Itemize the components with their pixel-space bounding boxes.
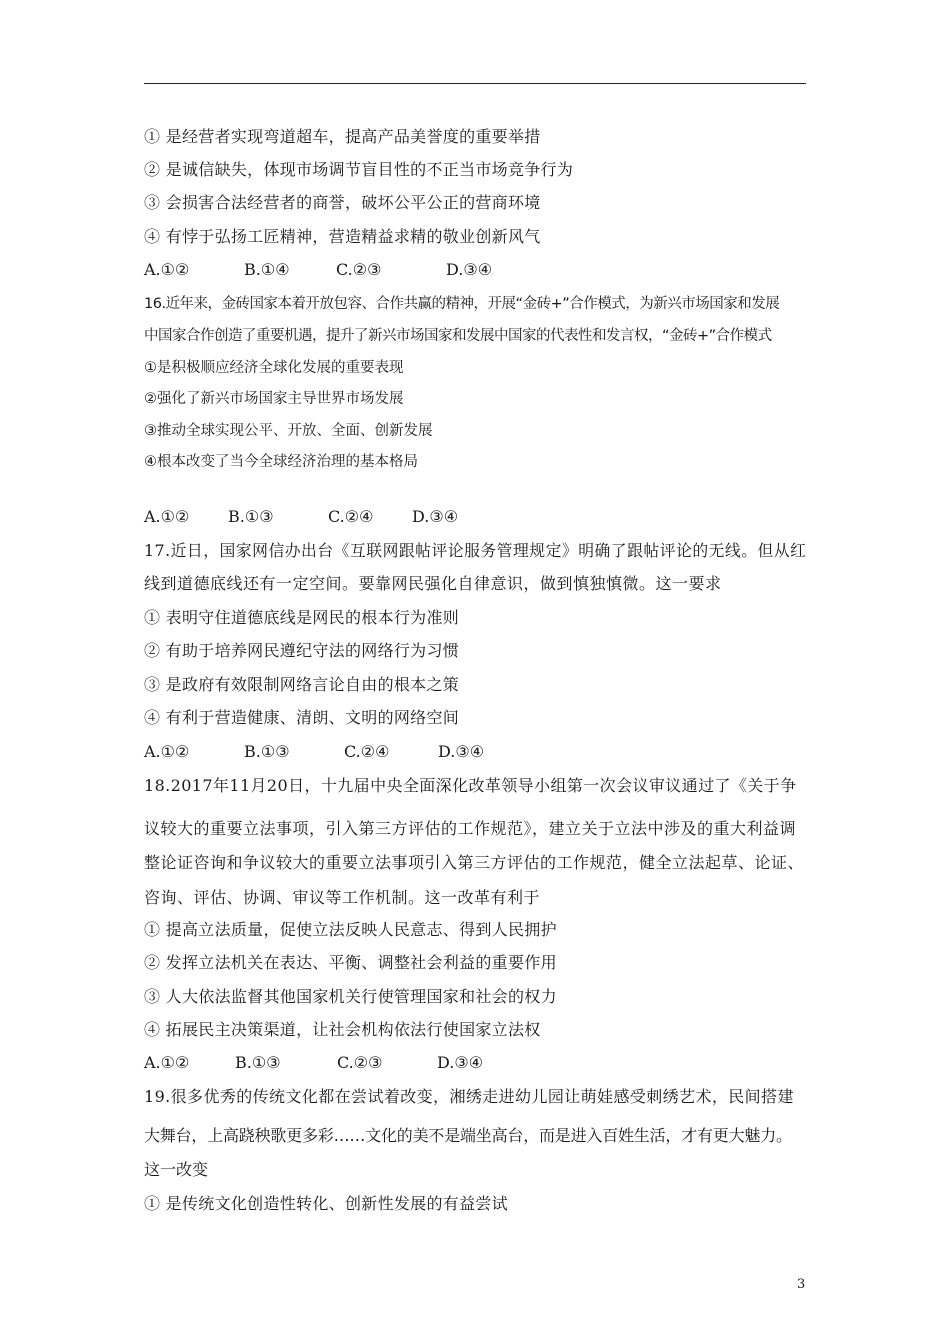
q17-stem-2: 线到道德底线还有一定空间。要靠网民强化自律意识，做到慎独慎微。这一要求: [144, 574, 722, 593]
q15-item-4: ④ 有悖于弘扬工匠精神，营造精益求精的敬业创新风气: [144, 227, 541, 246]
q16-option-d: D.③④: [412, 507, 459, 526]
q16-options: [144, 507, 458, 527]
q17-option-d: D.③④: [438, 742, 485, 761]
q17-item-3: ③ 是政府有效限制网络言论自由的根本之策: [144, 675, 460, 694]
q15-options: [144, 260, 492, 280]
q16-stem-2: 中国家合作创造了重要机遇，提升了新兴市场国家和发展中国家的代表性和发言权，“金砖+”合作模式: [144, 328, 772, 344]
q19-stem-1: 19.很多优秀的传统文化都在尝试着改变，湘绣走进幼儿园让萌娃感受刺绣艺术，民间搭建: [144, 1087, 794, 1106]
header-rule: [144, 83, 806, 84]
q18-stem-4: 咨询、评估、协调、审议等工作机制。这一改革有利于: [144, 888, 541, 907]
q16-item-1: ①是积极顺应经济全球化发展的重要表现: [144, 360, 404, 376]
q18-stem-1: 18.2017年11月20日，十九届中央全面深化改革领导小组第一次会议审议通过了《关于争: [144, 776, 797, 795]
q16-option-a: A.①②: [144, 507, 190, 526]
q16-stem-1: 16.近年来，金砖国家本着开放包容、合作共赢的精神，开展“金砖+”合作模式，为新兴市场国家和发展: [144, 296, 780, 312]
q15-item-3: ③ 会损害合法经营者的商誉，破坏公平公正的营商环境: [144, 193, 541, 212]
q18-option-b: B.①③: [235, 1053, 281, 1072]
q15-item-2: ② 是诚信缺失，体现市场调节盲目性的不正当市场竞争行为: [144, 160, 574, 179]
q17-options: [144, 742, 484, 762]
q18-option-c: C.②③: [337, 1053, 383, 1072]
q17-item-2: ② 有助于培养网民遵纪守法的网络行为习惯: [144, 641, 460, 660]
q19-stem-3: 这一改变: [144, 1160, 209, 1179]
q16-option-b: B.①③: [228, 507, 274, 526]
q15-option-c: C.②③: [336, 260, 382, 279]
page-number: 3: [797, 1277, 806, 1292]
q16-item-4: ④根本改变了当今全球经济治理的基本格局: [144, 454, 418, 470]
q15-option-a: A.①②: [144, 260, 190, 279]
q18-option-d: D.③④: [437, 1053, 484, 1072]
q19-stem-2: 大舞台，上高跷秧歌更多彩……文化的美不是端坐高台，而是进入百姓生活，才有更大魅力。: [144, 1126, 792, 1145]
q18-item-3: ③ 人大依法监督其他国家机关行使管理国家和社会的权力: [144, 987, 557, 1006]
q17-option-a: A.①②: [144, 742, 190, 761]
q17-stem-1: 17.近日，国家网信办出台《互联网跟帖评论服务管理规定》明确了跟帖评论的无线。但从红: [144, 541, 807, 560]
q18-option-a: A.①②: [144, 1053, 190, 1072]
q17-option-b: B.①③: [244, 742, 290, 761]
q16-option-c: C.②④: [328, 507, 374, 526]
q15-item-1: ① 是经营者实现弯道超车，提高产品美誉度的重要举措: [144, 127, 541, 146]
q15-option-b: B.①④: [244, 260, 290, 279]
q16-item-2: ②强化了新兴市场国家主导世界市场发展: [144, 391, 404, 407]
q18-item-4: ④ 拓展民主决策渠道，让社会机构依法行使国家立法权: [144, 1020, 541, 1039]
q18-stem-3: 整论证咨询和争议较大的重要立法事项引入第三方评估的工作规范，健全立法起草、论证、: [144, 853, 805, 872]
q18-item-1: ① 提高立法质量，促使立法反映人民意志、得到人民拥护: [144, 920, 557, 939]
q18-stem-2: 议较大的重要立法事项，引入第三方评估的工作规范》，建立关于立法中涉及的重大利益调: [144, 819, 797, 838]
q17-option-c: C.②④: [344, 742, 390, 761]
q18-options: [144, 1053, 483, 1073]
q16-item-3: ③推动全球实现公平、开放、全面、创新发展: [144, 423, 433, 439]
q18-item-2: ② 发挥立法机关在表达、平衡、调整社会利益的重要作用: [144, 953, 557, 972]
q17-item-4: ④ 有利于营造健康、清朗、文明的网络空间: [144, 708, 460, 727]
q17-item-1: ① 表明守住道德底线是网民的根本行为准则: [144, 608, 460, 627]
q19-item-1: ① 是传统文化创造性转化、创新性发展的有益尝试: [144, 1194, 508, 1213]
q15-option-d: D.③④: [446, 260, 493, 279]
